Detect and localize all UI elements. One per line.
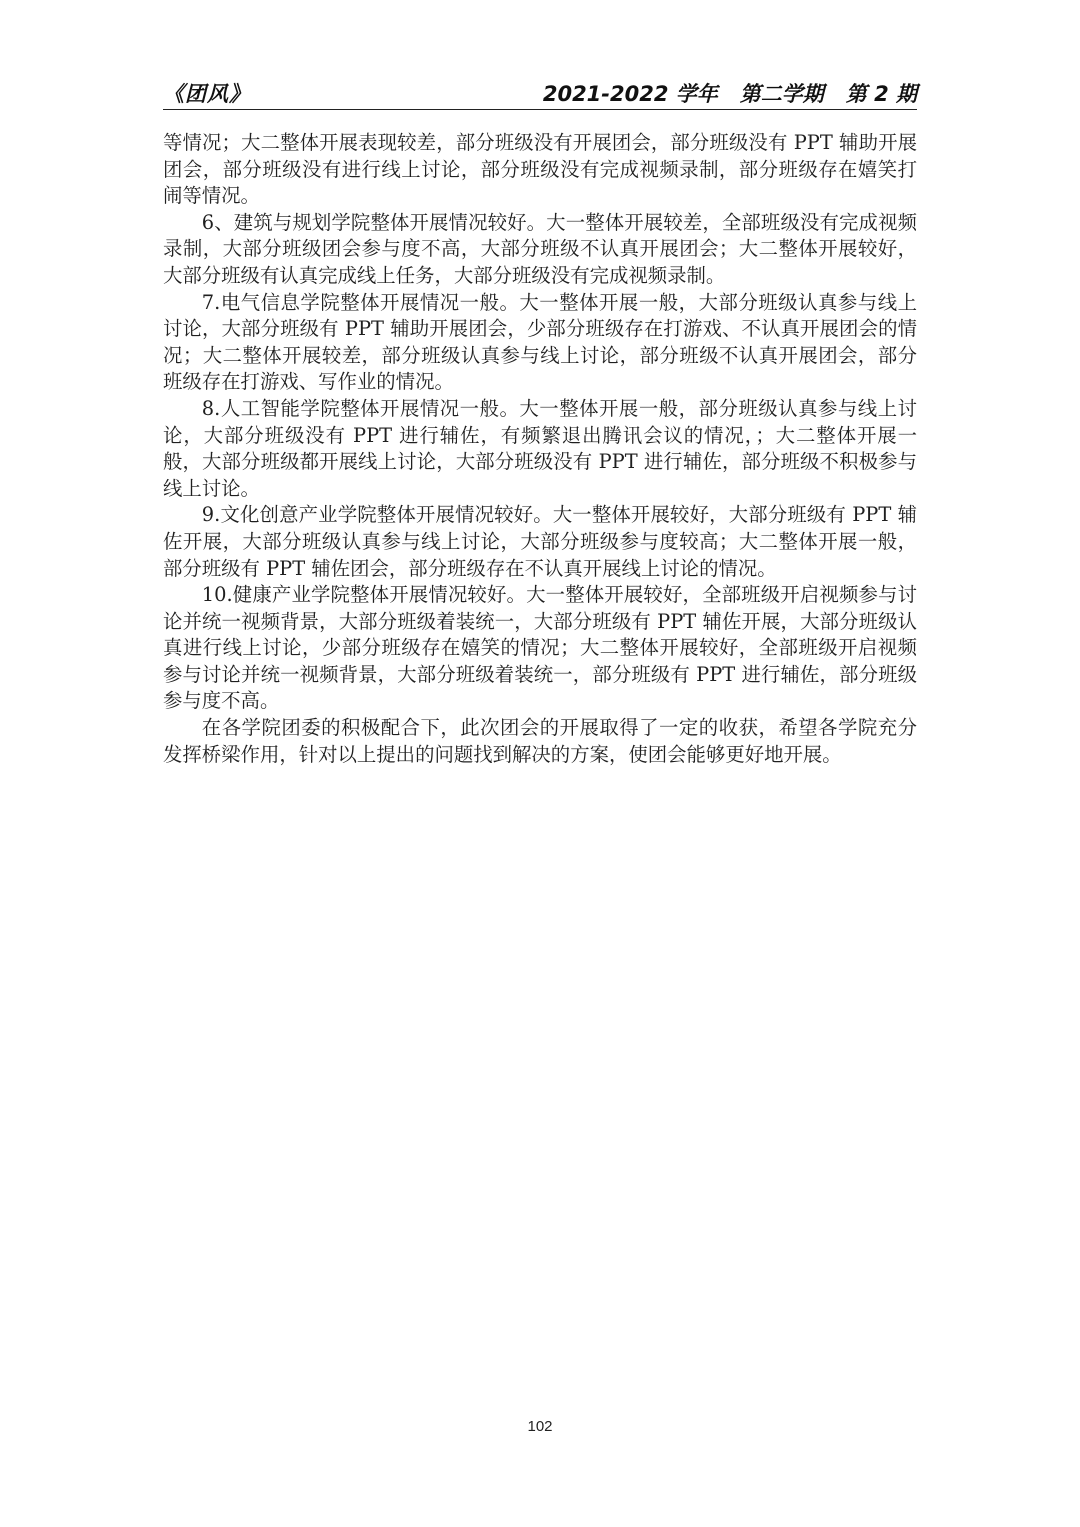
paragraph-ai-college: 8.人工智能学院整体开展情况一般。大一整体开展一般，部分班级认真参与线上讨论，大部分班级没有 PPT 进行辅佐，有频繁退出腾讯会议的情况，；大二整体开展一般，大部分班级都开展线上讨论，大部分班级没有 PPT 进行辅佐，部分班级不积极参与线上讨论。 bbox=[163, 396, 917, 500]
academic-year: 2021-2022 学年 bbox=[542, 82, 718, 106]
paragraph-electrical-college: 7.电气信息学院整体开展情况一般。大一整体开展一般，大部分班级认真参与线上讨论，大部分班级有 PPT 辅助开展团会，少部分班级存在打游戏、不认真开展团会的情况；大二整体开展较差，部分班级认真参与线上讨论，部分班级不认真开展团会，部分班级存在打游戏、写作业的情况。 bbox=[163, 290, 917, 394]
header-divider bbox=[163, 109, 917, 110]
paragraph-health-college: 10.健康产业学院整体开展情况较好。大一整体开展较好，全部班级开启视频参与讨论并统一视频背景，大部分班级着装统一，大部分班级有 PPT 辅佐开展，大部分班级认真进行线上讨论，少部分班级存在嬉笑的情况；大二整体开展较好，全部班级开启视频参与讨论并统一视频背景，大部分班级着装统一，部分班级有 PPT 进行辅佐，部分班级参与度不高。 bbox=[163, 583, 917, 713]
paragraph-continuation: 等情况；大二整体开展表现较差，部分班级没有开展团会，部分班级没有 PPT 辅助开展团会，部分班级没有进行线上讨论，部分班级没有完成视频录制，部分班级存在嬉笑打闹等情况。 bbox=[163, 131, 917, 208]
paragraph-architecture-college: 6、建筑与规划学院整体开展情况较好。大一整体开展较差，全部班级没有完成视频录制，大部分班级团会参与度不高，大部分班级不认真开展团会；大二整体开展较好，大部分班级有认真完成线上任务，大部分班级没有完成视频录制。 bbox=[163, 210, 917, 287]
semester: 第二学期 bbox=[739, 82, 824, 106]
publication-title: 《团风》 bbox=[163, 82, 251, 106]
paragraph-cultural-college: 9.文化创意产业学院整体开展情况较好。大一整体开展较好，大部分班级有 PPT 辅佐开展，大部分班级认真参与线上讨论，大部分班级参与度较高；大二整体开展一般，部分班级有 PPT 辅佐团会，部分班级存在不认真开展线上讨论的情况。 bbox=[163, 503, 917, 580]
page-number: 102 bbox=[527, 1418, 553, 1435]
issue-info bbox=[543, 78, 917, 108]
article-body bbox=[163, 130, 917, 768]
paragraph-conclusion: 在各学院团委的积极配合下，此次团会的开展取得了一定的收获，希望各学院充分发挥桥梁作用，针对以上提出的问题找到解决的方案，使团会能够更好地开展。 bbox=[163, 716, 917, 766]
running-header bbox=[163, 74, 917, 110]
issue-number: 第 2 期 bbox=[845, 82, 917, 106]
